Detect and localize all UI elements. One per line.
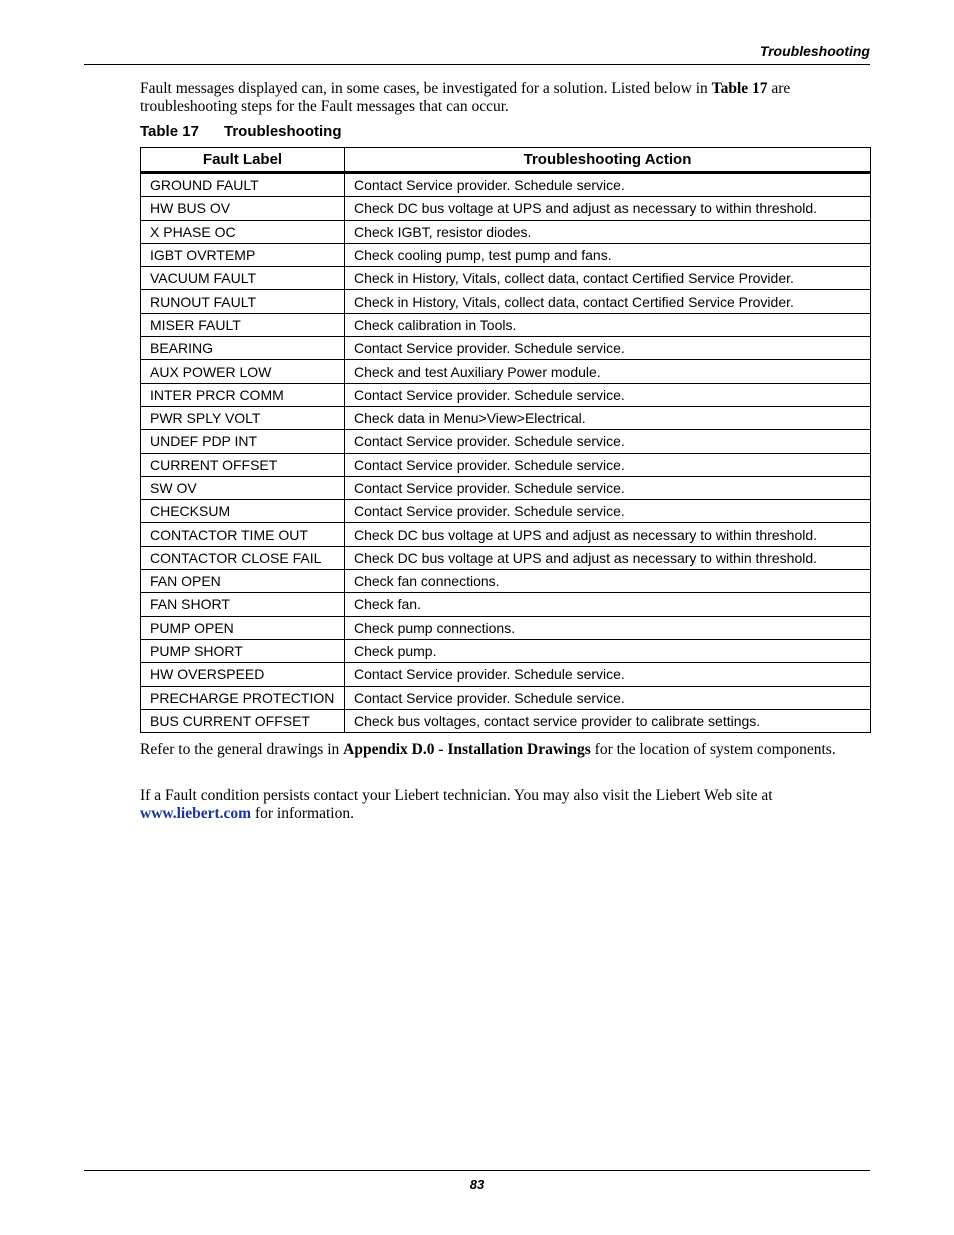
fault-label-cell: MISER FAULT: [141, 313, 345, 336]
fault-label-cell: CURRENT OFFSET: [141, 453, 345, 476]
table-row: [141, 197, 871, 220]
fault-label-cell: AUX POWER LOW: [141, 360, 345, 383]
table-row: [141, 476, 871, 499]
troubleshooting-action-cell: Check calibration in Tools.: [345, 313, 871, 336]
table-row: [141, 709, 871, 732]
refer-text-before: Refer to the general drawings in: [140, 741, 344, 758]
troubleshooting-action-cell: Contact Service provider. Schedule service.: [345, 476, 871, 499]
troubleshooting-action-cell: Contact Service provider. Schedule service.: [345, 173, 871, 197]
table-caption-title: Troubleshooting: [224, 123, 342, 140]
table-row: [141, 430, 871, 453]
table-row: [141, 337, 871, 360]
header-rule: [84, 64, 870, 65]
fault-label-cell: FAN SHORT: [141, 593, 345, 616]
contact-text-after: for information.: [251, 805, 354, 822]
refer-text-after: for the location of system components.: [590, 741, 836, 758]
fault-label-cell: INTER PRCR COMM: [141, 383, 345, 406]
table-row: [141, 453, 871, 476]
fault-label-cell: CHECKSUM: [141, 500, 345, 523]
troubleshooting-action-cell: Check bus voltages, contact service provider to calibrate settings.: [345, 709, 871, 732]
fault-label-cell: IGBT OVRTEMP: [141, 243, 345, 266]
troubleshooting-action-cell: Check in History, Vitals, collect data, contact Certified Service Provider.: [345, 267, 871, 290]
table-row: [141, 663, 871, 686]
table-caption: [140, 123, 342, 140]
troubleshooting-action-cell: Contact Service provider. Schedule service.: [345, 337, 871, 360]
table-row: [141, 360, 871, 383]
intro-paragraph: [140, 80, 872, 116]
fault-label-cell: FAN OPEN: [141, 570, 345, 593]
column-header-troubleshooting-action: Troubleshooting Action: [345, 148, 871, 173]
table-row: [141, 173, 871, 197]
intro-text-after: are troubleshooting steps for the Fault messages that can occur.: [140, 80, 791, 115]
troubleshooting-action-cell: Check pump.: [345, 639, 871, 662]
troubleshooting-action-cell: Contact Service provider. Schedule service.: [345, 383, 871, 406]
table-row: [141, 639, 871, 662]
table-row: [141, 616, 871, 639]
appendix-reference: Appendix D.0 - Installation Drawings: [343, 741, 591, 758]
fault-label-cell: GROUND FAULT: [141, 173, 345, 197]
table-row: [141, 570, 871, 593]
table-row: [141, 406, 871, 429]
troubleshooting-action-cell: Contact Service provider. Schedule service.: [345, 663, 871, 686]
table-row: [141, 290, 871, 313]
table-caption-number: Table 17: [140, 123, 199, 140]
troubleshooting-action-cell: Contact Service provider. Schedule service.: [345, 500, 871, 523]
fault-label-cell: PRECHARGE PROTECTION: [141, 686, 345, 709]
table-row: [141, 267, 871, 290]
liebert-website-link[interactable]: www.liebert.com: [140, 805, 252, 822]
contact-paragraph: [140, 787, 872, 823]
table-row: [141, 593, 871, 616]
refer-paragraph: [140, 741, 872, 759]
table-row: [141, 686, 871, 709]
fault-label-cell: SW OV: [141, 476, 345, 499]
table-row: [141, 500, 871, 523]
troubleshooting-action-cell: Contact Service provider. Schedule service.: [345, 686, 871, 709]
contact-text-before: If a Fault condition persists contact your Liebert technician. You may also visit the Liebert Web site at: [140, 787, 773, 804]
table-body: [141, 173, 871, 733]
troubleshooting-action-cell: Contact Service provider. Schedule service.: [345, 453, 871, 476]
troubleshooting-action-cell: Check pump connections.: [345, 616, 871, 639]
table-reference: Table 17: [711, 80, 768, 97]
running-header-title: Troubleshooting: [759, 43, 870, 59]
troubleshooting-action-cell: Check fan connections.: [345, 570, 871, 593]
column-header-fault-label: Fault Label: [141, 148, 345, 173]
fault-label-cell: BEARING: [141, 337, 345, 360]
table-row: [141, 243, 871, 266]
troubleshooting-action-cell: Check fan.: [345, 593, 871, 616]
table-row: [141, 383, 871, 406]
table-row: [141, 313, 871, 336]
troubleshooting-action-cell: Check in History, Vitals, collect data, contact Certified Service Provider.: [345, 290, 871, 313]
troubleshooting-action-cell: Check IGBT, resistor diodes.: [345, 220, 871, 243]
fault-label-cell: RUNOUT FAULT: [141, 290, 345, 313]
fault-label-cell: CONTACTOR CLOSE FAIL: [141, 546, 345, 569]
table-row: [141, 546, 871, 569]
fault-label-cell: UNDEF PDP INT: [141, 430, 345, 453]
fault-label-cell: BUS CURRENT OFFSET: [141, 709, 345, 732]
fault-label-cell: X PHASE OC: [141, 220, 345, 243]
troubleshooting-table: [140, 147, 871, 733]
troubleshooting-action-cell: Check and test Auxiliary Power module.: [345, 360, 871, 383]
table-header-row: [141, 148, 871, 173]
page-number: 83: [469, 1177, 485, 1192]
fault-label-cell: CONTACTOR TIME OUT: [141, 523, 345, 546]
fault-label-cell: HW OVERSPEED: [141, 663, 345, 686]
table-row: [141, 220, 871, 243]
troubleshooting-action-cell: Check data in Menu>View>Electrical.: [345, 406, 871, 429]
troubleshooting-action-cell: Check DC bus voltage at UPS and adjust as necessary to within threshold.: [345, 523, 871, 546]
intro-text-before: Fault messages displayed can, in some cases, be investigated for a solution. Listed below in: [140, 80, 712, 97]
troubleshooting-action-cell: Check DC bus voltage at UPS and adjust as necessary to within threshold.: [345, 546, 871, 569]
troubleshooting-action-cell: Check cooling pump, test pump and fans.: [345, 243, 871, 266]
table-row: [141, 523, 871, 546]
fault-label-cell: HW BUS OV: [141, 197, 345, 220]
fault-label-cell: PUMP OPEN: [141, 616, 345, 639]
fault-label-cell: PUMP SHORT: [141, 639, 345, 662]
troubleshooting-action-cell: Contact Service provider. Schedule service.: [345, 430, 871, 453]
fault-label-cell: VACUUM FAULT: [141, 267, 345, 290]
fault-label-cell: PWR SPLY VOLT: [141, 406, 345, 429]
troubleshooting-action-cell: Check DC bus voltage at UPS and adjust as necessary to within threshold.: [345, 197, 871, 220]
footer-rule: [84, 1170, 870, 1171]
